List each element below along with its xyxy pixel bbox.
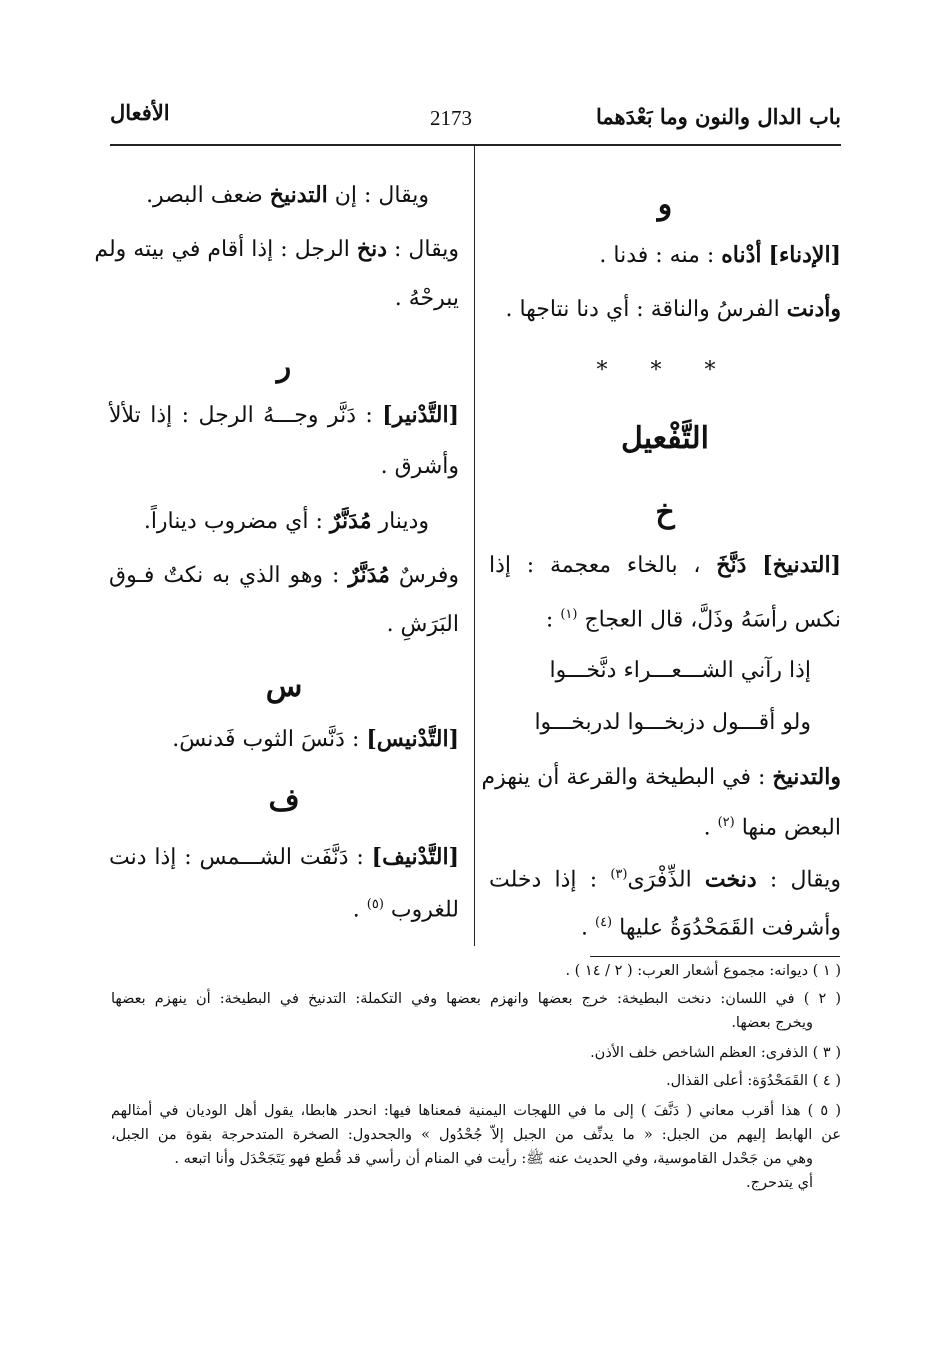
footnote-4: ( ٤ ) القَمَحْدُوَة: أعلى القذال. [666,1073,841,1089]
letter-heading-kha: خ [655,495,675,530]
entry-dhifra-line1 [489,860,841,895]
entry-tadnir-line1 [109,400,459,431]
entry-word: دنخ [356,236,388,262]
entry-text: ودينار [378,509,429,534]
footnote-3: ( ٣ ) الذفرى: العظم الشاخص خلف الأذن. [590,1045,841,1061]
entry-label: [التدنيخ] [762,552,841,578]
entry-tadnikh2-line2: البعض منها $^{(٢)}$ . [703,815,841,841]
entry-adnat [505,294,841,325]
footnote-ref-4[interactable]: (٤) [594,915,613,930]
footnote-5-line3: وهي من جَحْدل القاموسية، وفي الحديث عنه ﷺ: رأيت في المنام أن رأسي قد قُطع فهو يَتَجَحْدَل وأنا اتبعه . [174,1151,813,1167]
footnote-5-line4: أي يتدحرج. [746,1175,813,1191]
entry-text: ويقال : إن [334,183,429,208]
entry-word: مُدَنَّرٌ [348,562,390,588]
page-number: 2173 [430,106,472,130]
footnote-5-line2: عن الهابط إليهم من الجبل: « ما يدنِّف من الجبل إلاّ جُحْدُول » والجحدول: الصخرة المتدحرجة بقوة من الجبل، [111,1127,841,1143]
entry-label: [التَّدْنيس] [366,726,459,752]
entry-text: الرجل : إذا أقام في بيته ولم [94,237,350,262]
entry-tadnikh2-line1 [481,762,841,793]
entry-basar [146,180,429,211]
entry-text: : إذا دخلت [489,867,598,893]
entry-text: ويقال : [394,237,459,262]
entry-label: [الإدناء] [768,242,841,268]
entry-text: وأشرفت القَمَحْدُوَةُ عليها [619,915,841,941]
entry-text: وفرسٌ [398,563,460,588]
column-divider [474,146,475,946]
entry-text: : وهو الذي به نكتٌ فـوق [109,563,340,588]
entry-dankh-line2: يبرحْهُ . [394,286,459,311]
entry-text: : [545,607,554,633]
entry-text: : أي مضروب ديناراً. [143,509,323,534]
entry-text: : دَنَّسَ الثوب فَدنسَ. [172,727,360,752]
entry-text: : دَنَّفَت الشـــمس : إذا دنت [109,845,364,870]
entry-tadnikh-line1 [489,550,841,581]
entry-text: : في البطيخة والقرعة أن ينهزم [481,765,766,790]
letter-heading-fa: ف [268,783,300,818]
entry-tadnis [172,724,459,755]
verse-line-2: ولو أقـــول دزبخـــوا لدربخـــوا [534,710,811,735]
entry-text: الفرسُ والناقة : أي دنا نتاجها . [505,297,780,322]
entry-label: [التَّدْنير] [382,402,459,428]
entry-text: ويقال : [769,867,842,893]
entry-faras-line2: البَرَشِ . [386,612,459,637]
letter-heading-sin: س [265,669,303,704]
entry-text: الذِّفْرَى [627,867,692,893]
entry-word: وأدنت [786,296,841,322]
entry-tadnikh-line2 [546,600,841,635]
entry-text: ، بالخاء معجمة : إذا [489,553,701,578]
entry-word: التدنيخ [269,182,328,208]
footnote-ref-5[interactable]: (٥) [366,897,384,912]
entry-word: دنخت [704,866,757,893]
entry-tadnif-line2: للغروب $^{(٥)}$ . [352,897,459,923]
entry-idnaa [599,240,841,271]
chapter-title: باب الدال والنون وما بَعْدَهما [596,104,841,129]
section-title: التَّفْعيل [621,421,709,456]
entry-word: مُدَنَّرٌ [329,508,372,534]
entry-word: أدْناه [721,242,762,268]
entry-word: والتدنيخ [772,764,841,790]
entry-tadnir-line2: وأشرق . [380,454,459,479]
entry-dhifra-line2: وأشرفت القَمَحْدُوَةُ عليها $^{(٤)}$ . [580,915,841,941]
entry-tadnif-line1 [109,842,459,873]
footnote-rule [590,956,840,957]
footnote-5-line1: ( ٥ ) هذا أقرب معاني ( دَنَّفَ ) إلى ما في اللهجات اليمنية فمعناها فيها: انحدر هابطا، يقول أهل الوديان في أمثالهم [111,1103,841,1119]
letter-heading-ra: ر [276,349,292,384]
footnote-ref-1[interactable]: (١) [560,607,578,622]
section-heading: الأفعال [110,100,170,125]
entry-text: للغروب [390,897,459,923]
footnote-1: ( ١ ) ديوانه: مجموع أشعار العرب: ( ٢ / ١٤ ) . [565,963,841,979]
entry-text: البعض منها [741,815,841,841]
footnote-ref-2[interactable]: (٢) [717,815,735,830]
entry-text: : منه : فدنا . [599,243,715,268]
entry-text: : دَنَّر وجـــهُ الرجل : إذا تلألأ [109,403,373,428]
entry-faras-line1 [109,560,459,591]
section-separator: * * * [596,358,734,383]
footnote-ref-3[interactable]: (٣) [610,867,628,882]
entry-word: دَنَّخَ [716,552,747,578]
verse-line-1: إذا رآني الشـــعـــراء دنَّخـــوا [549,658,811,683]
entry-label: [التَّدْنيف] [371,844,460,870]
entry-dinar [144,506,429,537]
letter-heading-waw: و [657,187,673,222]
entry-text: نكس رأسَهُ وذَلَّ، قال العجاج [584,607,841,633]
footnote-2-line2: ويخرج بعضها. [731,1015,813,1031]
entry-dankh-line1 [94,234,459,265]
footnote-2-line1: ( ٢ ) في اللسان: دنخت البطيخة: خرج بعضها وانهزم بعضها وفي التكملة: التدنيخ في البطيخة: أن ينهزم بعضها [111,991,841,1007]
entry-text: ضعف البصر. [146,183,263,208]
page-header [110,100,841,136]
header-rule [110,144,841,146]
